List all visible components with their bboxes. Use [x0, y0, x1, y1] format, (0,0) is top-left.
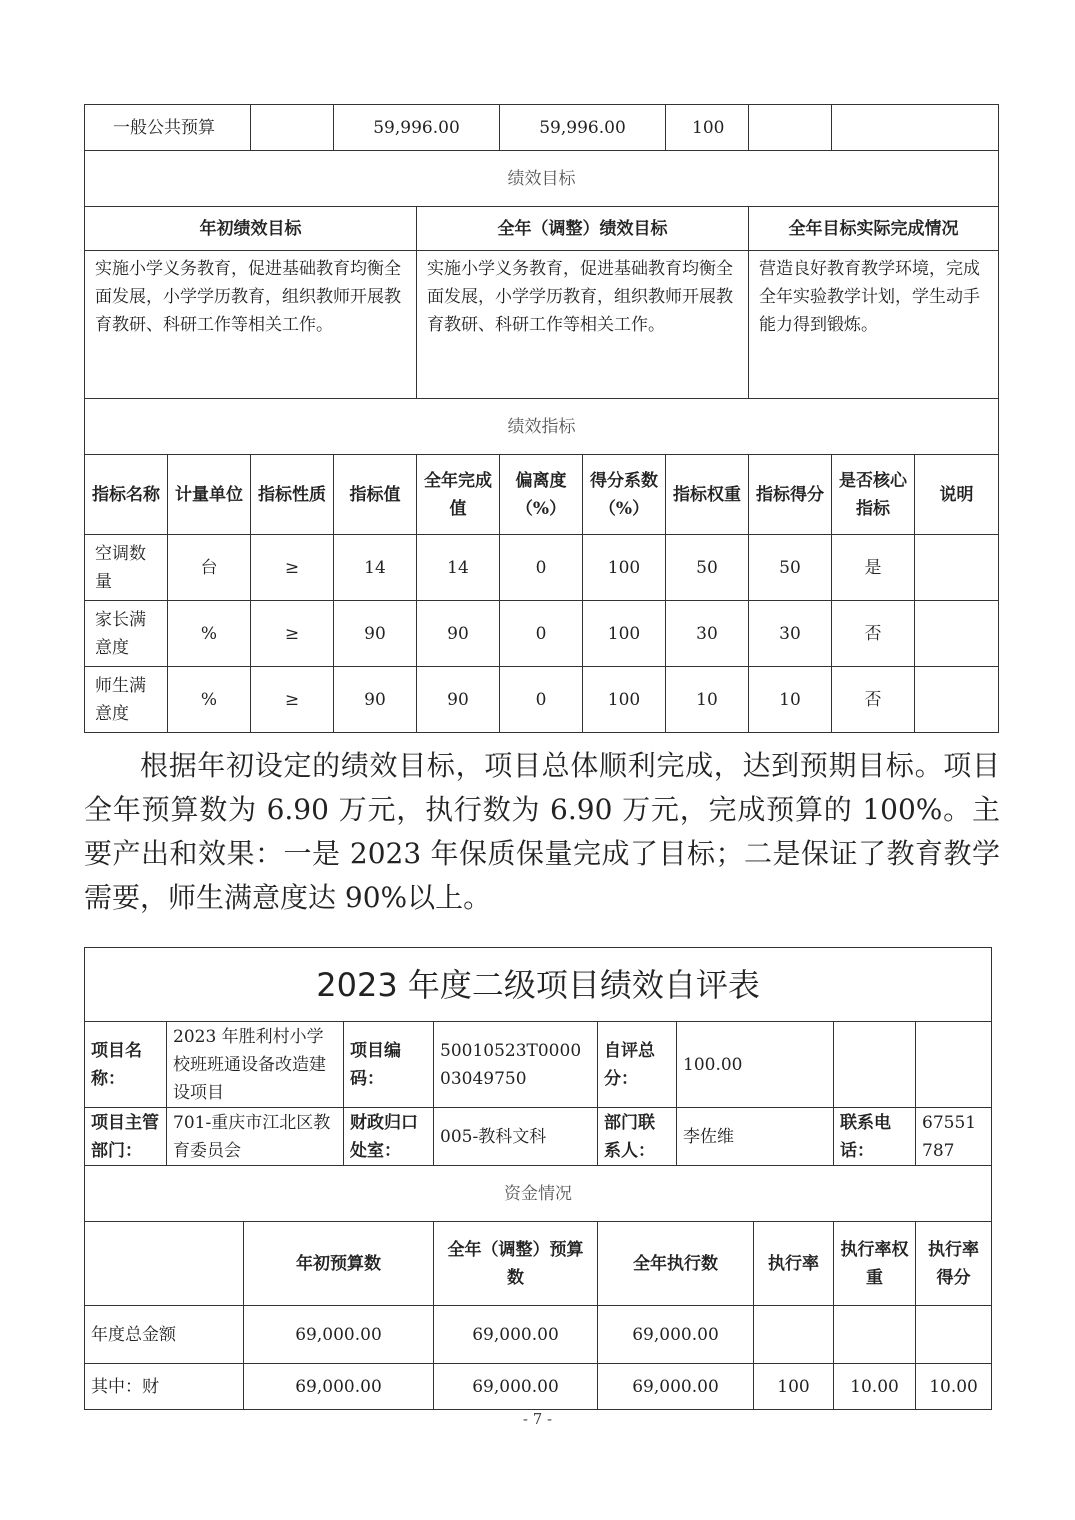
goal-header-adjusted: 全年（调整）绩效目标	[417, 207, 749, 251]
goal-text-adjusted: 实施小学义务教育，促进基础教育均衡全面发展，小学学历教育，组织教师开展教育教研、科研工作等相关工作。	[417, 251, 749, 399]
budget-rate: 100	[666, 105, 749, 151]
goal-header-actual: 全年目标实际完成情况	[749, 207, 999, 251]
indicator-header-row	[85, 455, 999, 535]
performance-table-continued	[84, 104, 999, 733]
goal-section-header: 绩效目标	[85, 151, 999, 207]
project-name-label: 项目名称：	[85, 1022, 167, 1108]
fund-header: 执行率得分	[916, 1222, 992, 1306]
indicator-row: 师生满意度 % ≥ 90 90 0 100 10 10 否	[85, 667, 999, 733]
info-row-1	[85, 1022, 992, 1108]
info-row-2	[85, 1108, 992, 1166]
goal-text-initial: 实施小学义务教育，促进基础教育均衡全面发展，小学学历教育，组织教师开展教育教研、科研工作等相关工作。	[85, 251, 417, 399]
indicator-header: 说明	[915, 455, 999, 535]
indicator-section-header: 绩效指标	[85, 399, 999, 455]
budget-row	[85, 105, 999, 151]
dept-value: 701-重庆市江北区教育委员会	[167, 1108, 344, 1166]
project-code-value: 50010523T000003049750	[434, 1022, 598, 1108]
fund-header: 全年执行数	[598, 1222, 754, 1306]
indicator-header: 计量单位	[168, 455, 251, 535]
indicator-header: 指标得分	[749, 455, 832, 535]
finance-label: 财政归口处室：	[344, 1108, 434, 1166]
score-value: 100.00	[677, 1022, 834, 1108]
contact-label: 部门联系人：	[598, 1108, 677, 1166]
goal-text-actual: 营造良好教育教学环境，完成全年实验教学计划，学生动手能力得到锻炼。	[749, 251, 999, 399]
indicator-header: 是否核心指标	[832, 455, 915, 535]
form-title: 2023 年度二级项目绩效自评表	[85, 948, 992, 1022]
contact-value: 李佐维	[677, 1108, 834, 1166]
phone-label: 联系电话：	[834, 1108, 916, 1166]
goal-header-initial: 年初绩效目标	[85, 207, 417, 251]
score-label: 自评总分：	[598, 1022, 677, 1108]
fund-header: 执行率	[754, 1222, 834, 1306]
fund-row: 其中：财 69,000.00 69,000.00 69,000.00 100 10.00 10.00	[85, 1364, 992, 1410]
page-number: - 7 -	[522, 1410, 553, 1428]
indicator-header: 指标性质	[251, 455, 334, 535]
indicator-header: 指标值	[334, 455, 417, 535]
indicator-header: 偏离度（%）	[500, 455, 583, 535]
fund-row: 年度总金额 69,000.00 69,000.00 69,000.00	[85, 1306, 992, 1364]
indicator-row: 家长满意度 % ≥ 90 90 0 100 30 30 否	[85, 601, 999, 667]
phone-value: 67551787	[916, 1108, 992, 1166]
indicator-header: 全年完成值	[417, 455, 500, 535]
indicator-header: 指标名称	[85, 455, 168, 535]
budget-executed: 59,996.00	[500, 105, 666, 151]
dept-label: 项目主管部门：	[85, 1108, 167, 1166]
fund-header: 全年（调整）预算数	[434, 1222, 598, 1306]
fund-section-header: 资金情况	[85, 1166, 992, 1222]
fund-header: 执行率权重	[834, 1222, 916, 1306]
budget-row-label: 一般公共预算	[85, 105, 251, 151]
indicator-row: 空调数量 台 ≥ 14 14 0 100 50 50 是	[85, 535, 999, 601]
summary-text: 根据年初设定的绩效目标，项目总体顺利完成，达到预期目标。项目全年预算数为 6.90 万元，执行数为 6.90 万元，完成预算的 100%。主要产出和效果：一是 2023 年保质保量完成了目标；二是保证了教育教学需要，师生满意度达 90%以上。	[84, 749, 1000, 914]
fund-header-row	[85, 1222, 992, 1306]
budget-initial: 59,996.00	[334, 105, 500, 151]
indicator-header: 指标权重	[666, 455, 749, 535]
project-name-value: 2023 年胜利村小学校班班通设备改造建设项目	[167, 1022, 344, 1108]
fund-header: 年初预算数	[244, 1222, 434, 1306]
project-code-label: 项目编码：	[344, 1022, 434, 1108]
summary-paragraph	[84, 744, 1000, 920]
indicator-header: 得分系数（%）	[583, 455, 666, 535]
finance-value: 005-教科文科	[434, 1108, 598, 1166]
self-evaluation-table	[84, 947, 992, 1410]
